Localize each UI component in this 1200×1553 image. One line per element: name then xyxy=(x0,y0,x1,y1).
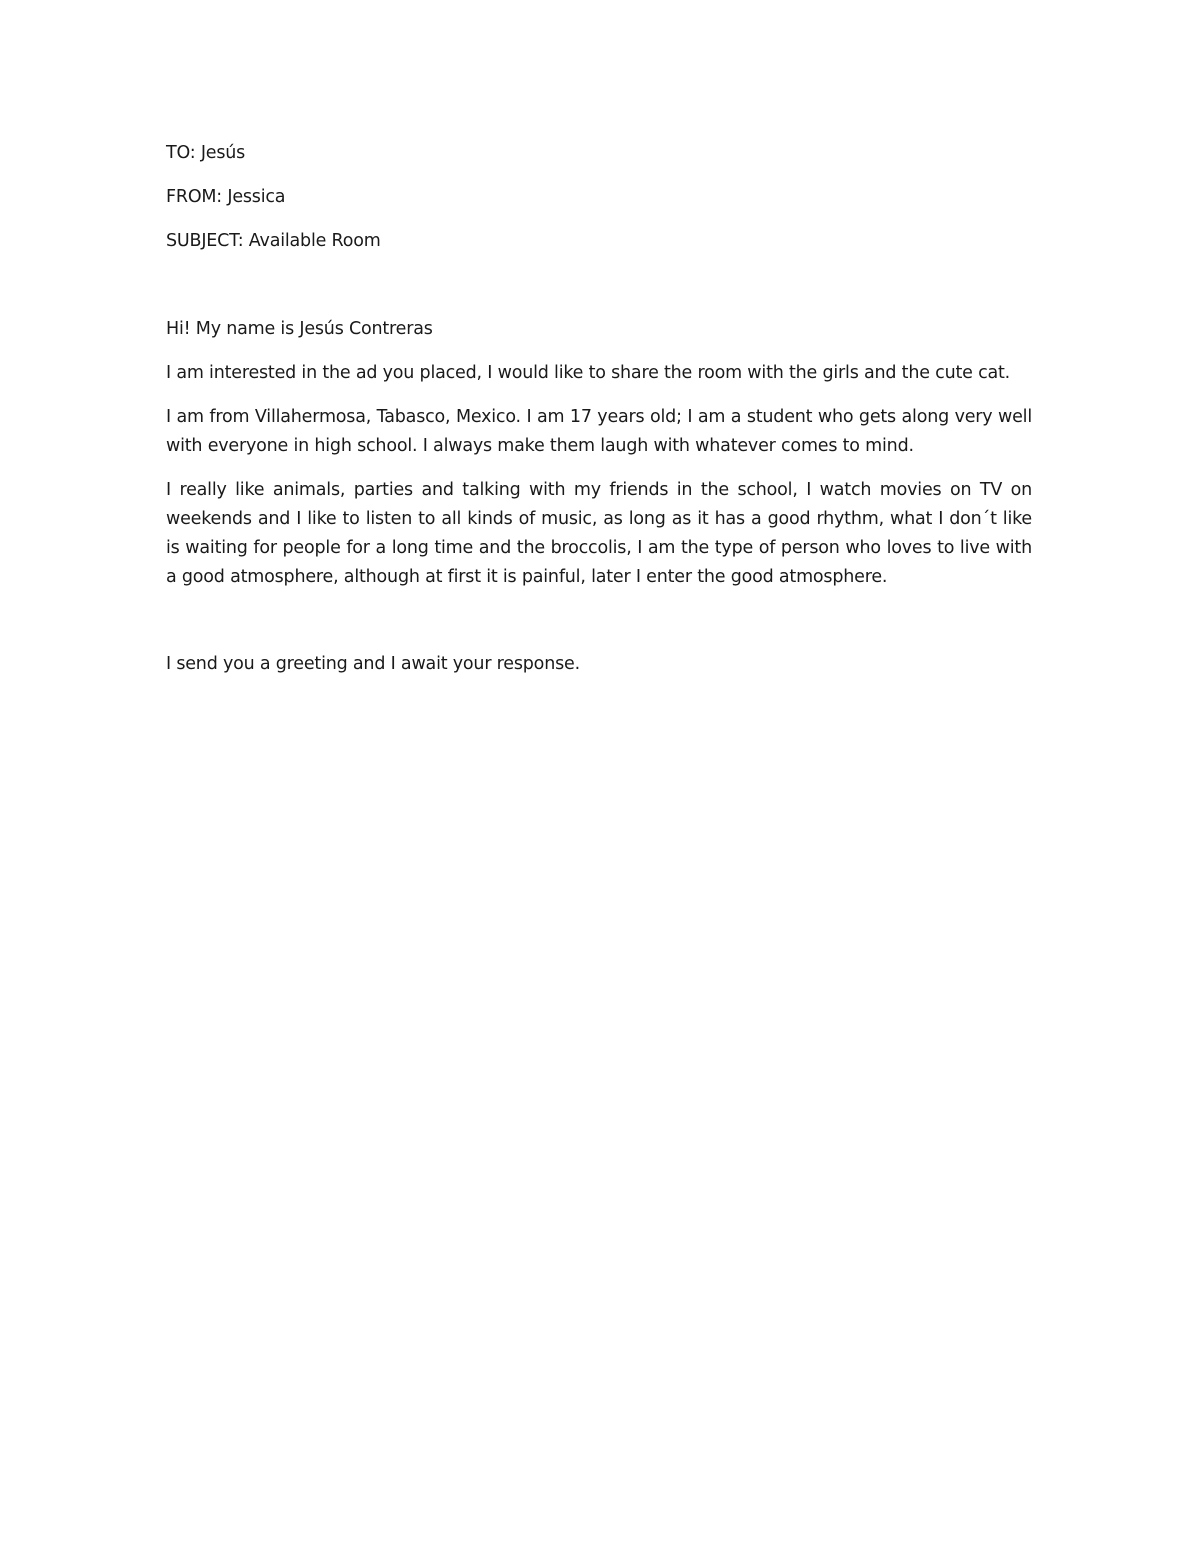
likes-paragraph: I really like animals, parties and talking with my friends in the school, I watch movies on TV on weekends and I like to listen to all kinds of music, as long as it has a good rhythm, what I don´t like is waiting for people for a long time and the broccolis, I am the type of person who loves to live with a good atmosphere, although at first it is painful, later I enter the good atmosphere. xyxy=(166,480,1032,587)
greeting-paragraph: Hi! My name is Jesús Contreras xyxy=(166,319,433,339)
memo-from-line: FROM: Jessica xyxy=(166,187,286,207)
closing-paragraph: I send you a greeting and I await your response. xyxy=(166,654,580,674)
letter-content xyxy=(166,139,1032,679)
interest-paragraph: I am interested in the ad you placed, I would like to share the room with the girls and the cute cat. xyxy=(166,363,1011,383)
memo-subject-line: SUBJECT: Available Room xyxy=(166,231,381,251)
memo-to-line: TO: Jesús xyxy=(166,143,246,163)
about-paragraph: I am from Villahermosa, Tabasco, Mexico. I am 17 years old; I am a student who gets along very well with everyone in high school. I always make them laugh with whatever comes to mind. xyxy=(166,407,1032,456)
